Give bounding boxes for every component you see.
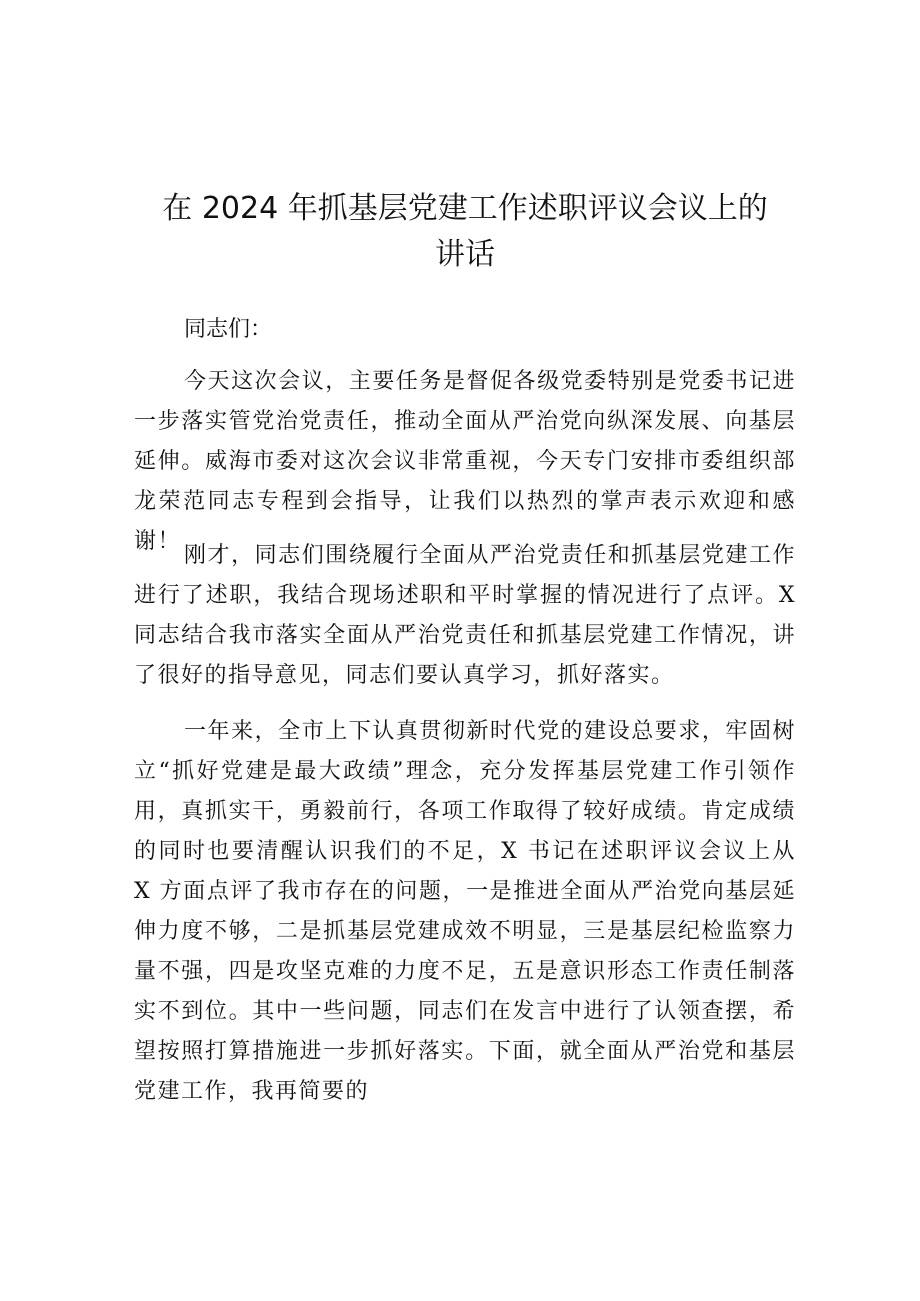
- paragraph-2: 刚才，同志们围绕履行全面从严治党责任和抓基层党建工作进行了述职，我结合现场述职和平时掌握的情况进行了点评。X 同志结合我市落实全面从严治党责任和抓基层党建工作情况，讲了很好的指导意见，同志们要认真学习，抓好落实。: [134, 543, 796, 688]
- paragraph-3: 一年来，全市上下认真贯彻新时代党的建设总要求，牢固树立“抓好党建是最大政绩”理念，充分发挥基层党建工作引领作用，真抓实干，勇毅前行，各项工作取得了较好成绩。肯定成绩的同时也要清醒认识我们的不足，X 书记在述职评议会议上从 X 方面点评了我市存在的问题，一是推进全面从严治党向基层延伸力度不够，二是抓基层党建成效不明显，三是基层纪检监察力量不强，四是攻坚克难的力度不足，五是意识形态工作责任制落实不到位。其中一些问题，同志们在发言中进行了认领查摆，希望按照打算措施进一步抓好落实。下面，就全面从严治党和基层党建工作，我再简要的: [134, 719, 796, 1104]
- greeting: 同志们：: [184, 317, 273, 342]
- document-title: 在 2024 年抓基层党建工作述职评议会议上的讲话: [162, 191, 768, 272]
- paragraph-1: 今天这次会议，主要任务是督促各级党委特别是党委书记进一步落实管党治党责任，推动全面从严治党向纵深发展、向基层延伸。威海市委对这次会议非常重视，今天专门安排市委组织部龙荣范同志专程到会指导，让我们以热烈的掌声表示欢迎和感谢！: [134, 369, 796, 554]
